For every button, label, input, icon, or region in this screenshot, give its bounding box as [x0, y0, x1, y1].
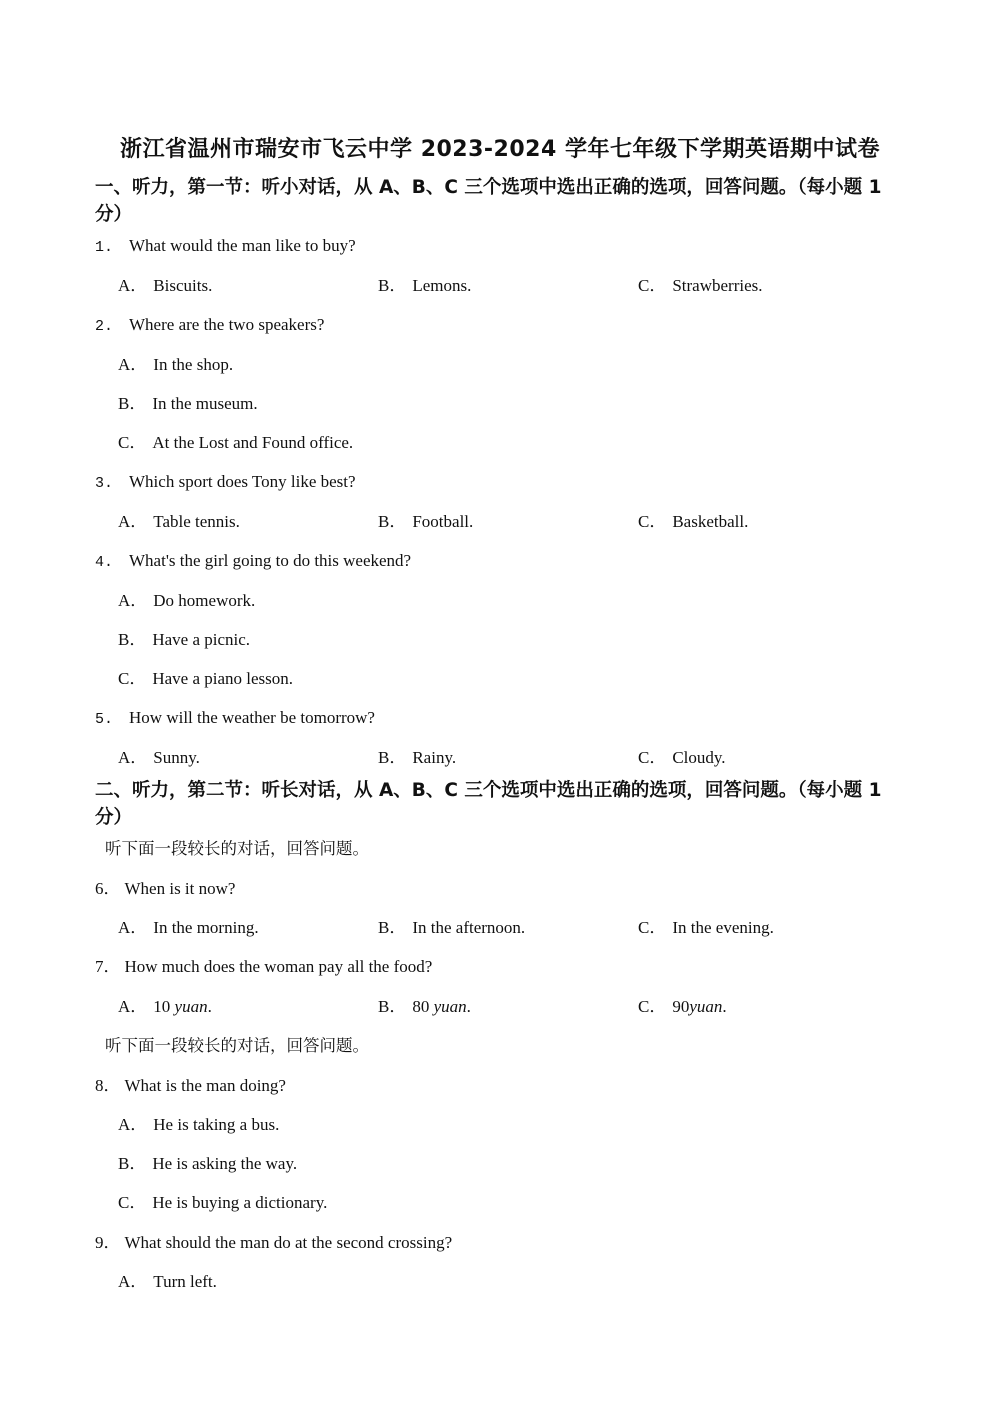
q5-option-c: C． Cloudy. — [638, 748, 726, 767]
section2-intro-1: 听下面一段较长的对话，回答问题。 — [105, 839, 369, 858]
q8-option-c: C． He is buying a dictionary. — [118, 1193, 328, 1212]
question-text: What is the man doing? — [124, 1076, 286, 1095]
question-text: When is it now? — [124, 879, 236, 898]
question-number: 2. — [95, 318, 114, 335]
question-text: What would the man like to buy? — [129, 236, 356, 255]
question-8 — [95, 1075, 286, 1097]
question-text: What's the girl going to do this weekend? — [129, 551, 412, 570]
question-text: What should the man do at the second crossing? — [124, 1233, 453, 1252]
q2-option-b: B． In the museum. — [118, 394, 258, 413]
section2-heading: 二、听力，第二节：听长对话，从 A、B、C 三个选项中选出正确的选项，回答问题。（每小题 1 分） — [95, 780, 882, 828]
question-5 — [95, 707, 375, 731]
question-number: 5. — [95, 711, 114, 728]
question-9 — [95, 1232, 452, 1254]
question-2 — [95, 314, 324, 338]
q8-option-a: A． He is taking a bus. — [118, 1115, 280, 1134]
question-text: Which sport does Tony like best? — [129, 472, 356, 491]
question-7 — [95, 956, 432, 978]
q6-option-a: A． In the morning. — [118, 918, 259, 937]
question-text: How will the weather be tomorrow? — [129, 708, 375, 727]
q7-option-b: B． 80 yuan. — [378, 997, 471, 1016]
question-text: How much does the woman pay all the food? — [124, 957, 433, 976]
question-1 — [95, 235, 356, 259]
q4-option-a: A． Do homework. — [118, 591, 256, 610]
q5-option-a: A． Sunny. — [118, 748, 200, 767]
section2-intro-2: 听下面一段较长的对话，回答问题。 — [105, 1036, 369, 1055]
q4-option-c: C． Have a piano lesson. — [118, 669, 294, 688]
question-4 — [95, 550, 411, 574]
question-number: 1. — [95, 239, 114, 256]
q7-option-c: C． 90yuan. — [638, 997, 727, 1016]
question-text: Where are the two speakers? — [129, 315, 325, 334]
exam-title: 浙江省温州市瑞安市飞云中学 2023-2024 学年七年级下学期英语期中试卷 — [120, 137, 880, 162]
q5-option-b: B． Rainy. — [378, 748, 457, 767]
q2-option-c: C． At the Lost and Found office. — [118, 433, 354, 452]
question-number: 8． — [95, 1076, 121, 1095]
q6-option-c: C． In the evening. — [638, 918, 774, 937]
question-number: 3. — [95, 475, 114, 492]
q3-option-c: C． Basketball. — [638, 512, 749, 531]
q7-option-a: A． 10 yuan. — [118, 997, 212, 1016]
question-number: 6． — [95, 879, 121, 898]
question-number: 4. — [95, 554, 114, 571]
q1-option-a: A． Biscuits. — [118, 276, 213, 295]
question-3 — [95, 471, 356, 495]
q3-option-b: B． Football. — [378, 512, 474, 531]
q9-option-a: A． Turn left. — [118, 1272, 217, 1291]
question-6 — [95, 878, 235, 900]
q2-option-a: A． In the shop. — [118, 355, 234, 374]
question-number: 9． — [95, 1233, 121, 1252]
q8-option-b: B． He is asking the way. — [118, 1154, 298, 1173]
q3-option-a: A． Table tennis. — [118, 512, 240, 531]
q1-option-c: C． Strawberries. — [638, 276, 763, 295]
question-number: 7． — [95, 957, 121, 976]
q4-option-b: B． Have a picnic. — [118, 630, 251, 649]
q6-option-b: B． In the afternoon. — [378, 918, 526, 937]
section1-heading: 一、听力，第一节：听小对话，从 A、B、C 三个选项中选出正确的选项，回答问题。（每小题 1 分） — [95, 177, 882, 225]
q1-option-b: B． Lemons. — [378, 276, 472, 295]
